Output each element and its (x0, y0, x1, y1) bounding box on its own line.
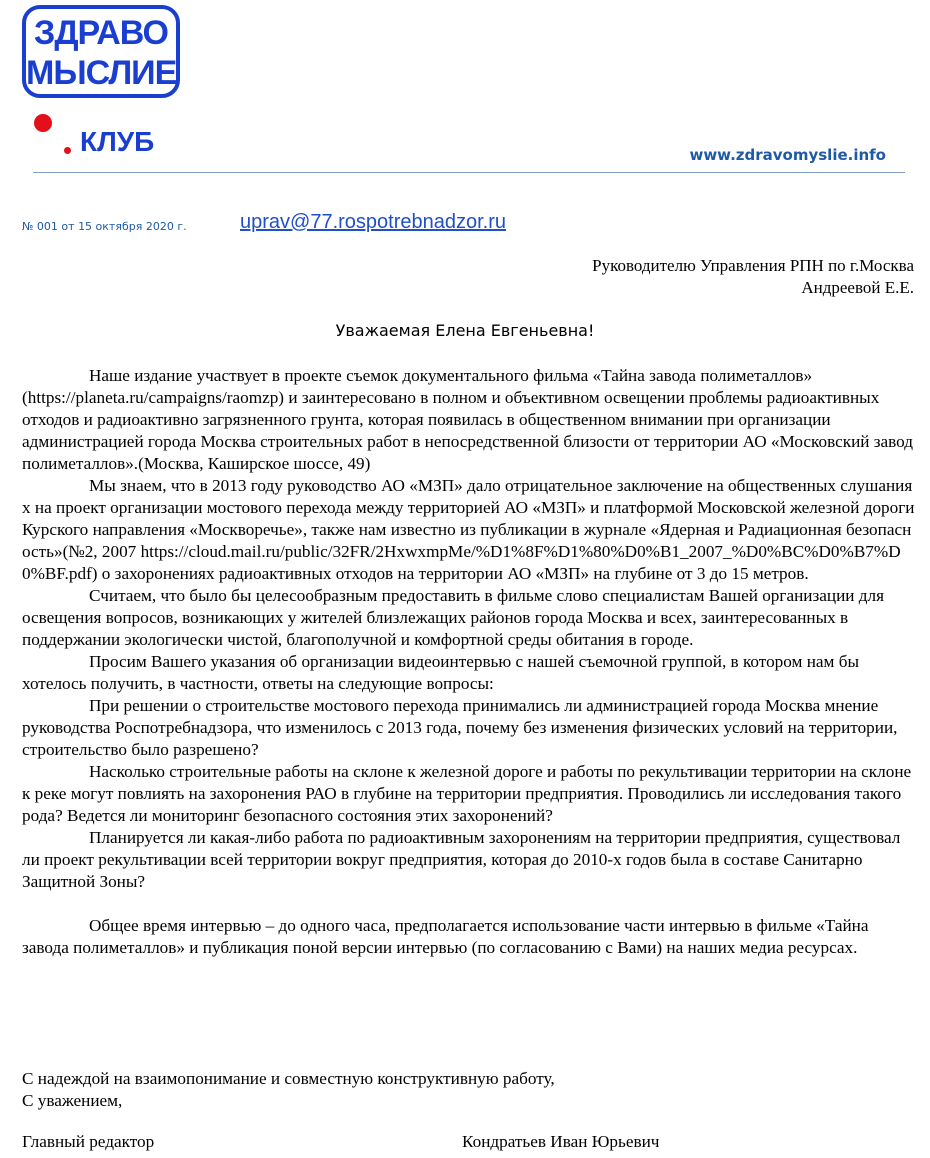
header-divider (33, 172, 905, 173)
paragraph-4: Просим Вашего указания об организации видеоинтервью с нашей съемочной группой, в котором нам бы хотелось получить, в частности, ответы на следующие вопросы: (22, 652, 859, 693)
letter-body (22, 365, 915, 959)
paragraph-1: Наше издание участвует в проекте съемок документального фильма «Тайна завода полиметаллов» (https://planeta.ru/campaigns/raomzp) и заинтересовано в полном и объективном освещении проблемы радиоактивных отходов и радиоактивно загрязненного грунта, которая появилась в общественном внимании при организации администрацией города Москва строительных работ в непосредственной близости от территории АО «Московский завод полиметаллов».(Москва, Каширское шоссе, 49) (22, 366, 914, 473)
question-2: Насколько строительные работы на склоне к железной дороге и работы по рекультивации территории на склоне к реке могут повлиять на захоронения РАО в глубине на территории предприятия. Проводились ли исследования такого рода? Ведется ли мониторинг безопасного состояния этих захоронений? (22, 762, 912, 825)
question-3: Планируется ли какая-либо работа по радиоактивным захоронениям на территории предприятия, существовал ли проект рекультивации всей территории вокруг предприятия, которая до 2010-х годов была в составе Санитарно Защитной Зоны? (22, 828, 901, 891)
website-link[interactable]: www.zdravomyslie.info (689, 146, 886, 164)
greeting: Уважаемая Елена Евгеньевна! (335, 321, 595, 340)
closing-line2: С уважением, (22, 1091, 123, 1110)
logo-dot-large (34, 114, 52, 132)
closing-block (22, 1068, 555, 1112)
email-link[interactable]: uprav@77.rospotrebnadzor.ru (240, 211, 507, 233)
question-1: При решении о строительстве мостового перехода принимались ли администрацией города Москва мнение руководства Роспотребнадзора, что изменилось с 2013 года, почему без изменения физических условий на территории, строительство было разрешено? (22, 696, 898, 759)
addressee-block (592, 255, 914, 299)
addressee-line1: Руководителю Управления РПН по г.Москва (592, 256, 914, 275)
logo-dot-small (64, 147, 71, 154)
addressee-line2: Андреевой Е.Е. (801, 278, 914, 297)
logo-club-label: КЛУБ (80, 126, 155, 157)
paragraph-interview-time: Общее время интервью – до одного часа, предполагается использование части интервью в фильме «Тайна завода полиметаллов» и публикация поной версии интервью (по согласованию с Вами) на наших медиа ресурсах. (22, 916, 869, 957)
paragraph-2: Мы знаем, что в 2013 году руководство АО «МЗП» дало отрицательное заключение на общественных слушаниях на проект организации мостового перехода между территорией АО «МЗП» и платформой Московской железной дороги Курского направления «Москворечье», также нам известно из публикации в журнале «Ядерная и Радиационная безопасность»(№2, 2007 https://cloud.mail.ru/public/32FR/2HxwxmpMe/%D1%8F%D1%80%D0%B1_2007_%D0%BC%D0%B7%D0%BF.pdf) о захоронениях радиоактивных отходов на территории АО «МЗП» на глубине от 3 до 15 метров. (22, 476, 915, 583)
logo-text-line2: МЫСЛИЕ (26, 54, 177, 92)
document-number: № 001 от 15 октября 2020 г. (22, 220, 187, 233)
logo-text-line1: ЗДРАВО (34, 14, 168, 52)
paragraph-3: Считаем, что было бы целесообразным предоставить в фильме слово специалистам Вашей организации для освещения вопросов, возникающих у жителей близлежащих районов города Москва и всех, заинтересованных в поддержании экологически чистой, благополучной и комфортной среды обитания в городе. (22, 586, 885, 649)
paragraph-gap (22, 893, 915, 915)
signature-name: Кондратьев Иван Юрьевич (462, 1132, 660, 1151)
logo-box (22, 5, 180, 98)
signature-role: Главный редактор (22, 1132, 155, 1151)
closing-line1: С надеждой на взаимопонимание и совместную конструктивную работу, (22, 1069, 555, 1088)
